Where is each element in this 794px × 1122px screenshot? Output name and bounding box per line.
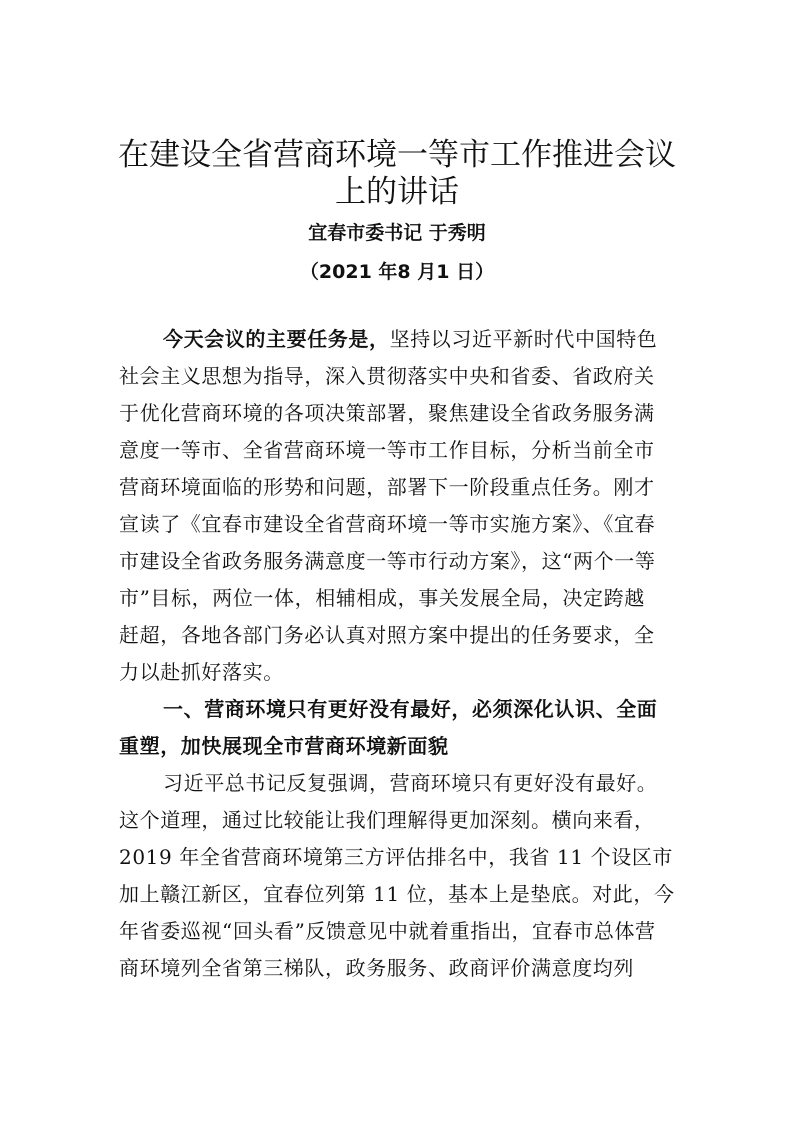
paragraph-1-lead: 今天会议的主要任务是， xyxy=(163,327,390,351)
document-author: 宜春市委书记 于秀明 xyxy=(308,222,486,244)
document-date: （2021 年8 月1 日） xyxy=(299,261,495,283)
paragraph-2-line: 这个道理，通过比较能让我们理解得更加深刻。横向来看， xyxy=(119,808,655,832)
paragraph-1-line: 营商环境面临的形势和问题，部署下一阶段重点任务。刚才 xyxy=(119,475,655,499)
paragraph-1-line: 力以赴抓好落实。 xyxy=(119,660,284,684)
paragraph-2-line: 商环境列全省第三梯队，政务服务、政商评价满意度均列 xyxy=(119,956,634,980)
paragraph-2-line: 2019 年全省营商环境第三方评估排名中，我省 11 个设区市 xyxy=(119,845,674,869)
section-1-heading-line-2: 重塑，加快展现全市营商环境新面貌 xyxy=(119,734,449,758)
paragraph-1-line-1-text: 坚持以习近平新时代中国特色 xyxy=(389,327,658,351)
paragraph-1-line: 市建设全省政务服务满意度一等市行动方案》，这“两个一等 xyxy=(119,549,656,573)
document-title-line-2: 上的讲话 xyxy=(335,174,459,210)
paragraph-1-line: 市”目标，两位一体，相辅相成，事关发展全局，决定跨越 xyxy=(119,586,645,610)
paragraph-2-line: 年省委巡视“回头看”反馈意见中就着重指出，宜春市总体营 xyxy=(119,919,656,943)
paragraph-2-line-1: 习近平总书记反复强调，营商环境只有更好没有最好。 xyxy=(163,771,658,795)
paragraph-1-line: 宣读了《宜春市建设全省营商环境一等市实施方案》、《宜春 xyxy=(119,512,656,536)
document-title-line-1: 在建设全省营商环境一等市工作推进会议 xyxy=(118,137,676,173)
paragraph-1-line-1 xyxy=(163,324,679,354)
paragraph-1-line: 意度一等市、全省营商环境一等市工作目标，分析当前全市 xyxy=(119,438,655,462)
section-1-heading-line-1: 一、营商环境只有更好没有最好，必须深化认识、全面 xyxy=(163,697,658,721)
paragraph-1-line: 赶超，各地各部门务必认真对照方案中提出的任务要求，全 xyxy=(119,623,655,647)
paragraph-1-line: 社会主义思想为指导，深入贯彻落实中央和省委、省政府关 xyxy=(119,364,655,388)
paragraph-2-line: 加上赣江新区，宜春位列第 11 位，基本上是垫底。对此，今 xyxy=(119,882,675,906)
paragraph-1-line: 于优化营商环境的各项决策部署，聚焦建设全省政务服务满 xyxy=(119,401,655,425)
